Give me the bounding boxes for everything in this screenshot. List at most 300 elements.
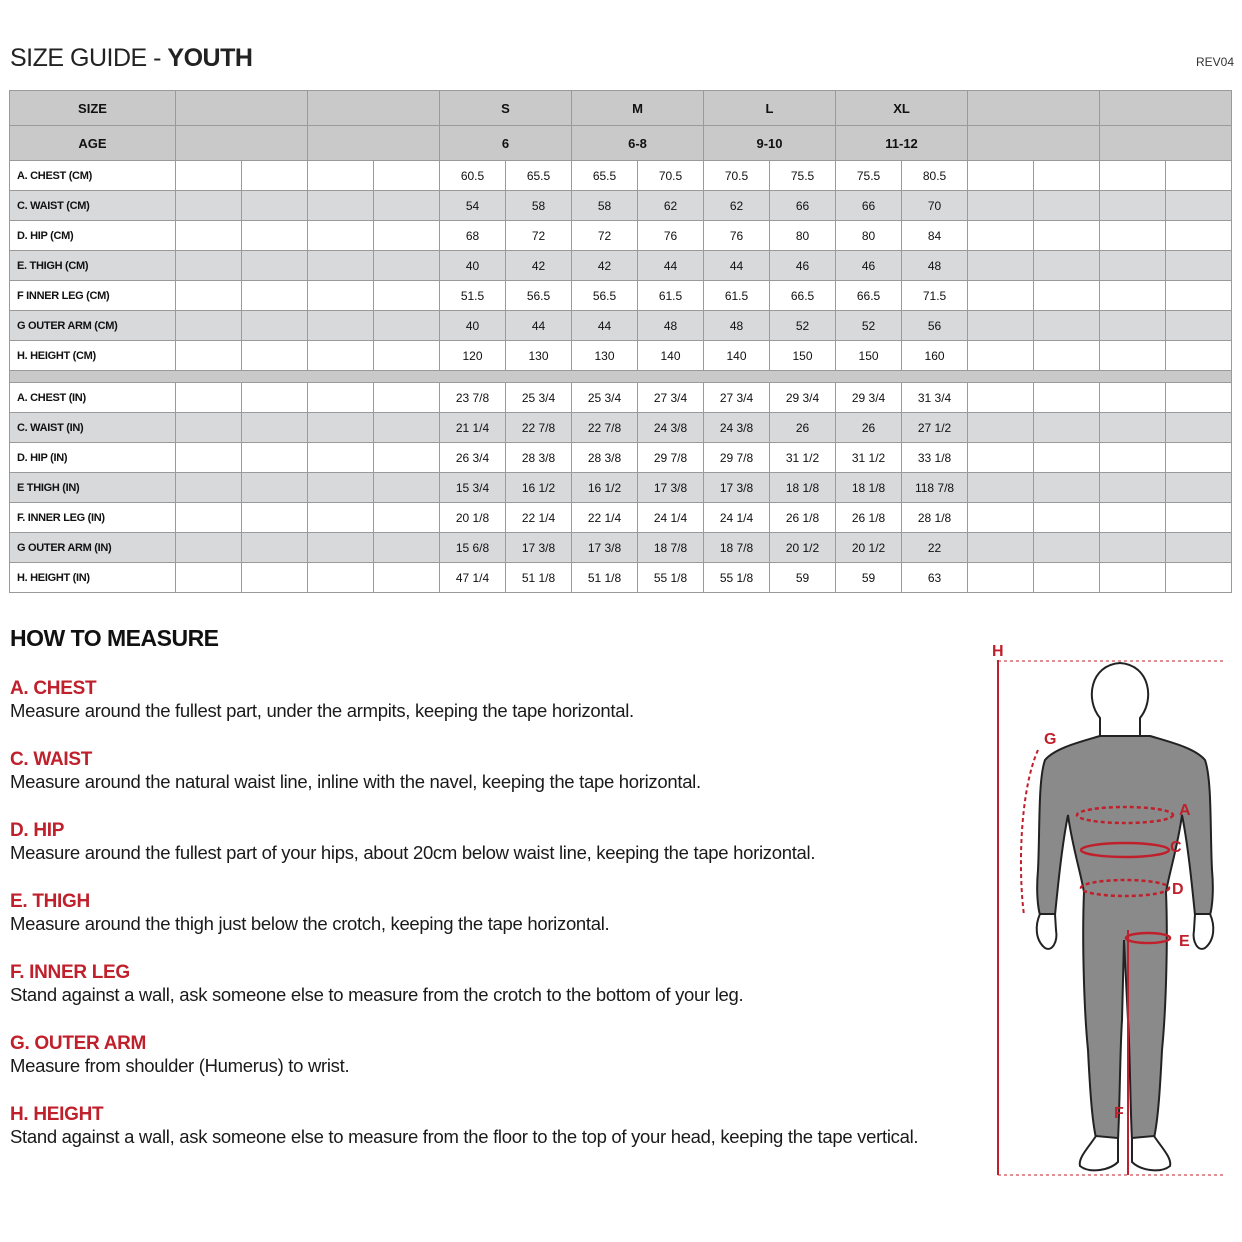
row-label: D. HIP (CM) xyxy=(10,221,176,251)
table-cell: 48 xyxy=(638,311,704,341)
table-cell: 71.5 xyxy=(902,281,968,311)
empty-cell xyxy=(968,503,1034,533)
label-f: F xyxy=(1114,1105,1124,1122)
how-to-measure-title: HOW TO MEASURE xyxy=(10,625,219,651)
measure-section xyxy=(10,891,609,935)
empty-cell xyxy=(1100,563,1166,593)
table-cell: 21 1/4 xyxy=(440,413,506,443)
table-cell: 62 xyxy=(704,191,770,221)
table-cell: 59 xyxy=(770,563,836,593)
empty-cell xyxy=(176,503,242,533)
label-d: D xyxy=(1172,881,1184,898)
empty-cell xyxy=(242,251,308,281)
table-cell: 25 3/4 xyxy=(506,383,572,413)
empty-cell xyxy=(374,191,440,221)
empty-cell xyxy=(308,161,374,191)
table-cell: 51 1/8 xyxy=(572,563,638,593)
table-row xyxy=(10,533,1232,563)
empty-cell xyxy=(176,281,242,311)
table-cell: 23 7/8 xyxy=(440,383,506,413)
table-cell: 66.5 xyxy=(836,281,902,311)
empty-cell xyxy=(1100,503,1166,533)
table-cell: 75.5 xyxy=(770,161,836,191)
empty-cell xyxy=(968,161,1034,191)
age-s: 6 xyxy=(440,126,572,161)
empty-cell xyxy=(1100,311,1166,341)
table-cell: 56.5 xyxy=(572,281,638,311)
table-cell: 28 3/8 xyxy=(506,443,572,473)
table-cell: 120 xyxy=(440,341,506,371)
table-cell: 15 3/4 xyxy=(440,473,506,503)
empty-cell xyxy=(374,341,440,371)
empty-cell xyxy=(242,563,308,593)
measure-section xyxy=(10,678,634,722)
empty-cell xyxy=(1034,563,1100,593)
empty-cell xyxy=(1034,503,1100,533)
size-label: SIZE xyxy=(10,91,176,126)
empty-cell xyxy=(176,383,242,413)
measure-title: H. HEIGHT xyxy=(10,1104,104,1125)
measure-description: Stand against a wall, ask someone else to measure from the floor to the top of your head, keeping the tape vertical. xyxy=(10,1126,919,1147)
empty-cell xyxy=(374,563,440,593)
table-cell: 24 1/4 xyxy=(638,503,704,533)
table-cell: 29 7/8 xyxy=(704,443,770,473)
empty-cell xyxy=(308,341,374,371)
table-cell: 26 1/8 xyxy=(770,503,836,533)
empty-cell xyxy=(1100,341,1166,371)
empty-cell xyxy=(968,341,1034,371)
table-cell: 54 xyxy=(440,191,506,221)
measure-title: A. CHEST xyxy=(10,678,97,699)
table-cell: 58 xyxy=(506,191,572,221)
empty-cell xyxy=(1100,413,1166,443)
empty-cell xyxy=(176,221,242,251)
empty-cell xyxy=(176,191,242,221)
head-shape xyxy=(1092,663,1148,738)
title-youth: YOUTH xyxy=(167,44,253,72)
table-cell: 66.5 xyxy=(770,281,836,311)
table-cell: 24 3/8 xyxy=(704,413,770,443)
empty-cell xyxy=(968,533,1034,563)
empty-cell xyxy=(374,161,440,191)
table-cell: 17 3/8 xyxy=(704,473,770,503)
empty-cell xyxy=(1166,161,1232,191)
empty-cell xyxy=(308,533,374,563)
empty-cell xyxy=(374,413,440,443)
empty-cell xyxy=(176,251,242,281)
table-cell: 29 7/8 xyxy=(638,443,704,473)
right-foot xyxy=(1132,1136,1170,1170)
empty-cell xyxy=(1166,311,1232,341)
table-cell: 76 xyxy=(704,221,770,251)
empty-cell xyxy=(374,443,440,473)
table-cell: 52 xyxy=(770,311,836,341)
empty-cell xyxy=(374,533,440,563)
table-cell: 28 1/8 xyxy=(902,503,968,533)
measure-section xyxy=(10,749,701,793)
empty-cell xyxy=(1166,503,1232,533)
row-label: F INNER LEG (CM) xyxy=(10,281,176,311)
empty-cell xyxy=(176,533,242,563)
table-cell: 70.5 xyxy=(704,161,770,191)
row-label: E. THIGH (CM) xyxy=(10,251,176,281)
separator-row xyxy=(10,371,1232,383)
row-label: E THIGH (IN) xyxy=(10,473,176,503)
table-cell: 44 xyxy=(506,311,572,341)
empty-cell xyxy=(308,281,374,311)
table-cell: 18 1/8 xyxy=(770,473,836,503)
empty-cell xyxy=(176,341,242,371)
table-row xyxy=(10,383,1232,413)
table-cell: 66 xyxy=(836,191,902,221)
table-cell: 15 6/8 xyxy=(440,533,506,563)
table-cell: 31 1/2 xyxy=(770,443,836,473)
table-cell: 59 xyxy=(836,563,902,593)
label-e: E xyxy=(1179,933,1190,950)
table-cell: 26 1/8 xyxy=(836,503,902,533)
table-cell: 47 1/4 xyxy=(440,563,506,593)
empty-cell xyxy=(308,443,374,473)
empty-cell xyxy=(968,191,1034,221)
row-label: F. INNER LEG (IN) xyxy=(10,503,176,533)
table-cell: 118 7/8 xyxy=(902,473,968,503)
measure-description: Measure around the thigh just below the crotch, keeping the tape horizontal. xyxy=(10,913,610,934)
measure-section xyxy=(10,962,743,1006)
table-cell: 75.5 xyxy=(836,161,902,191)
table-cell: 31 3/4 xyxy=(902,383,968,413)
table-cell: 24 3/8 xyxy=(638,413,704,443)
outer-arm-line xyxy=(1021,750,1038,915)
measure-section xyxy=(10,820,815,864)
measure-description: Stand against a wall, ask someone else to measure from the crotch to the bottom of your leg. xyxy=(10,984,744,1005)
table-cell: 76 xyxy=(638,221,704,251)
age-header-row xyxy=(10,126,1232,161)
empty-cell xyxy=(968,383,1034,413)
empty-cell xyxy=(1034,281,1100,311)
empty-cell xyxy=(242,473,308,503)
empty-cell xyxy=(176,443,242,473)
empty-cell xyxy=(308,503,374,533)
table-cell: 51.5 xyxy=(440,281,506,311)
empty-cell xyxy=(968,221,1034,251)
empty-cell xyxy=(1034,191,1100,221)
empty-cell xyxy=(968,281,1034,311)
table-cell: 70 xyxy=(902,191,968,221)
row-label: C. WAIST (CM) xyxy=(10,191,176,221)
left-foot xyxy=(1080,1136,1118,1170)
empty-cell xyxy=(374,383,440,413)
size-m: M xyxy=(572,91,704,126)
table-row xyxy=(10,311,1232,341)
table-row xyxy=(10,563,1232,593)
empty-cell xyxy=(308,383,374,413)
empty-cell xyxy=(1034,473,1100,503)
measure-title: G. OUTER ARM xyxy=(10,1033,147,1054)
empty-cell xyxy=(242,533,308,563)
table-cell: 80 xyxy=(836,221,902,251)
empty-cell xyxy=(374,503,440,533)
size-s: S xyxy=(440,91,572,126)
table-cell: 63 xyxy=(902,563,968,593)
table-cell: 130 xyxy=(506,341,572,371)
table-row xyxy=(10,413,1232,443)
table-cell: 26 3/4 xyxy=(440,443,506,473)
empty-cell xyxy=(242,161,308,191)
empty-cell xyxy=(176,413,242,443)
empty-cell xyxy=(242,503,308,533)
empty-cell xyxy=(968,413,1034,443)
table-cell: 26 xyxy=(770,413,836,443)
empty-cell xyxy=(242,413,308,443)
label-h: H xyxy=(992,643,1004,660)
measure-description: Measure around the fullest part, under the armpits, keeping the tape horizontal. xyxy=(10,700,634,721)
label-g: G xyxy=(1044,731,1057,748)
table-cell: 52 xyxy=(836,311,902,341)
table-cell: 17 3/8 xyxy=(572,533,638,563)
table-row xyxy=(10,443,1232,473)
size-l: L xyxy=(704,91,836,126)
right-hand xyxy=(1194,914,1214,949)
empty-cell xyxy=(1034,533,1100,563)
empty-cell xyxy=(308,473,374,503)
empty-cell xyxy=(1166,383,1232,413)
table-cell: 44 xyxy=(704,251,770,281)
table-cell: 80 xyxy=(770,221,836,251)
empty-cell xyxy=(1100,161,1166,191)
table-row xyxy=(10,341,1232,371)
age-xl: 11-12 xyxy=(836,126,968,161)
measure-description: Measure around the natural waist line, inline with the navel, keeping the tape horizontal. xyxy=(10,771,701,792)
table-cell: 18 1/8 xyxy=(836,473,902,503)
body-figure xyxy=(980,630,1242,1190)
row-label: H. HEIGHT (IN) xyxy=(10,563,176,593)
table-cell: 31 1/2 xyxy=(836,443,902,473)
size-xl: XL xyxy=(836,91,968,126)
empty-cell xyxy=(968,563,1034,593)
row-label: G OUTER ARM (IN) xyxy=(10,533,176,563)
table-cell: 44 xyxy=(572,311,638,341)
table-cell: 80.5 xyxy=(902,161,968,191)
row-label: C. WAIST (IN) xyxy=(10,413,176,443)
row-label: H. HEIGHT (CM) xyxy=(10,341,176,371)
age-l: 9-10 xyxy=(704,126,836,161)
empty-cell xyxy=(176,311,242,341)
measure-section xyxy=(10,1033,349,1077)
measure-title: C. WAIST xyxy=(10,749,93,770)
table-cell: 40 xyxy=(440,251,506,281)
table-cell: 42 xyxy=(572,251,638,281)
table-row xyxy=(10,503,1232,533)
table-cell: 22 7/8 xyxy=(506,413,572,443)
table-row xyxy=(10,281,1232,311)
empty-cell xyxy=(374,311,440,341)
row-label: D. HIP (IN) xyxy=(10,443,176,473)
table-row xyxy=(10,221,1232,251)
empty-cell xyxy=(1100,533,1166,563)
measure-section xyxy=(10,1104,918,1148)
empty-cell xyxy=(1166,443,1232,473)
empty-cell xyxy=(242,341,308,371)
empty-cell xyxy=(176,161,242,191)
table-cell: 27 3/4 xyxy=(704,383,770,413)
table-cell: 25 3/4 xyxy=(572,383,638,413)
table-cell: 140 xyxy=(704,341,770,371)
empty-cell xyxy=(374,281,440,311)
empty-cell xyxy=(242,383,308,413)
table-cell: 33 1/8 xyxy=(902,443,968,473)
table-cell: 56 xyxy=(902,311,968,341)
row-label: G OUTER ARM (CM) xyxy=(10,311,176,341)
table-cell: 29 3/4 xyxy=(770,383,836,413)
empty-cell xyxy=(1166,281,1232,311)
table-cell: 18 7/8 xyxy=(704,533,770,563)
revision-code: REV04 xyxy=(1195,55,1234,69)
table-cell: 28 3/8 xyxy=(572,443,638,473)
empty-cell xyxy=(242,281,308,311)
table-cell: 46 xyxy=(770,251,836,281)
empty-cell xyxy=(308,413,374,443)
table-cell: 44 xyxy=(638,251,704,281)
row-label: A. CHEST (IN) xyxy=(10,383,176,413)
empty-cell xyxy=(242,311,308,341)
row-label: A. CHEST (CM) xyxy=(10,161,176,191)
table-cell: 27 1/2 xyxy=(902,413,968,443)
empty-cell xyxy=(1166,191,1232,221)
empty-cell xyxy=(242,191,308,221)
empty-cell xyxy=(176,563,242,593)
table-cell: 20 1/8 xyxy=(440,503,506,533)
empty-cell xyxy=(374,251,440,281)
table-cell: 56.5 xyxy=(506,281,572,311)
empty-cell xyxy=(308,311,374,341)
measure-description: Measure from shoulder (Humerus) to wrist. xyxy=(10,1055,350,1076)
table-cell: 20 1/2 xyxy=(836,533,902,563)
table-cell: 27 3/4 xyxy=(638,383,704,413)
table-cell: 51 1/8 xyxy=(506,563,572,593)
table-row xyxy=(10,473,1232,503)
table-cell: 55 1/8 xyxy=(704,563,770,593)
table-cell: 72 xyxy=(506,221,572,251)
table-cell: 130 xyxy=(572,341,638,371)
empty-cell xyxy=(1100,251,1166,281)
table-cell: 17 3/8 xyxy=(506,533,572,563)
empty-cell xyxy=(1166,563,1232,593)
label-a: A xyxy=(1179,802,1191,819)
table-cell: 58 xyxy=(572,191,638,221)
table-cell: 55 1/8 xyxy=(638,563,704,593)
table-cell: 22 7/8 xyxy=(572,413,638,443)
table-cell: 150 xyxy=(770,341,836,371)
table-cell: 70.5 xyxy=(638,161,704,191)
table-cell: 42 xyxy=(506,251,572,281)
in-rows xyxy=(10,383,1232,593)
table-cell: 18 7/8 xyxy=(638,533,704,563)
table-cell: 140 xyxy=(638,341,704,371)
empty-cell xyxy=(1166,251,1232,281)
empty-cell xyxy=(1166,533,1232,563)
measure-description: Measure around the fullest part of your hips, about 20cm below waist line, keeping the tape horizontal. xyxy=(10,842,816,863)
empty-cell xyxy=(1100,443,1166,473)
label-c: C xyxy=(1170,839,1182,856)
size-table xyxy=(9,90,1232,593)
empty-cell xyxy=(1100,383,1166,413)
table-cell: 72 xyxy=(572,221,638,251)
empty-cell xyxy=(1166,221,1232,251)
measure-title: D. HIP xyxy=(10,820,65,841)
table-cell: 22 1/4 xyxy=(506,503,572,533)
empty-cell xyxy=(968,443,1034,473)
age-m: 6-8 xyxy=(572,126,704,161)
empty-cell xyxy=(242,443,308,473)
measure-title: E. THIGH xyxy=(10,891,90,912)
empty-cell xyxy=(374,221,440,251)
empty-cell xyxy=(1034,311,1100,341)
size-header-row xyxy=(10,91,1232,126)
table-cell: 60.5 xyxy=(440,161,506,191)
table-cell: 66 xyxy=(770,191,836,221)
left-hand xyxy=(1037,914,1057,949)
empty-cell xyxy=(1100,221,1166,251)
title-prefix: SIZE GUIDE - xyxy=(10,44,168,72)
table-cell: 150 xyxy=(836,341,902,371)
empty-cell xyxy=(1034,443,1100,473)
age-label: AGE xyxy=(10,126,176,161)
empty-cell xyxy=(308,251,374,281)
table-cell: 65.5 xyxy=(572,161,638,191)
empty-cell xyxy=(308,563,374,593)
table-cell: 65.5 xyxy=(506,161,572,191)
table-cell: 61.5 xyxy=(704,281,770,311)
empty-cell xyxy=(308,221,374,251)
empty-cell xyxy=(1100,191,1166,221)
empty-cell xyxy=(1166,341,1232,371)
empty-cell xyxy=(1034,161,1100,191)
empty-cell xyxy=(308,191,374,221)
table-cell: 22 1/4 xyxy=(572,503,638,533)
table-row xyxy=(10,161,1232,191)
table-cell: 46 xyxy=(836,251,902,281)
table-cell: 16 1/2 xyxy=(572,473,638,503)
table-cell: 22 xyxy=(902,533,968,563)
table-cell: 84 xyxy=(902,221,968,251)
table-row xyxy=(10,191,1232,221)
table-row xyxy=(10,251,1232,281)
page-title xyxy=(10,44,252,73)
empty-cell xyxy=(1100,281,1166,311)
empty-cell xyxy=(968,311,1034,341)
table-cell: 68 xyxy=(440,221,506,251)
empty-cell xyxy=(1166,473,1232,503)
empty-cell xyxy=(242,221,308,251)
empty-cell xyxy=(1034,383,1100,413)
table-cell: 48 xyxy=(902,251,968,281)
table-cell: 160 xyxy=(902,341,968,371)
table-cell: 16 1/2 xyxy=(506,473,572,503)
empty-cell xyxy=(374,473,440,503)
measure-title: F. INNER LEG xyxy=(10,962,130,983)
empty-cell xyxy=(1034,413,1100,443)
table-cell: 61.5 xyxy=(638,281,704,311)
empty-cell xyxy=(1034,341,1100,371)
table-cell: 62 xyxy=(638,191,704,221)
table-cell: 20 1/2 xyxy=(770,533,836,563)
table-cell: 40 xyxy=(440,311,506,341)
empty-cell xyxy=(1166,413,1232,443)
cm-rows xyxy=(10,161,1232,371)
empty-cell xyxy=(1034,251,1100,281)
empty-cell xyxy=(1100,473,1166,503)
table-cell: 26 xyxy=(836,413,902,443)
